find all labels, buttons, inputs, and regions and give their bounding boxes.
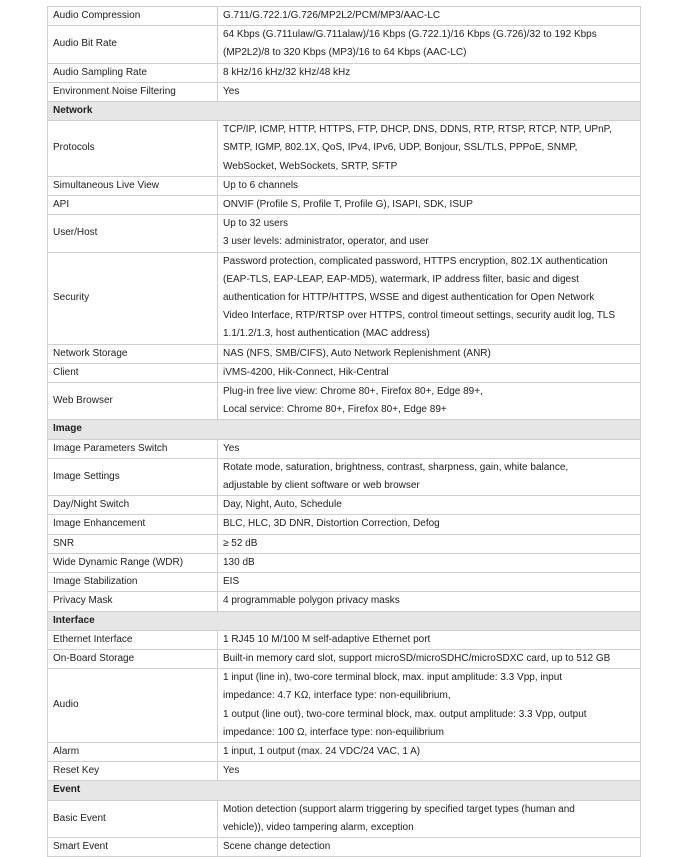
spec-value-line: ≥ 52 dB (223, 537, 258, 549)
spec-row (48, 363, 641, 382)
spec-row (48, 215, 641, 252)
spec-row (48, 742, 641, 761)
spec-value-line: (MP2L2)/8 to 320 Kbps (MP3)/16 to 64 Kbps (AAC-LC) (223, 47, 467, 59)
spec-value-line: G.711/G.722.1/G.726/MP2L2/PCM/MP3/AAC-LC (223, 10, 441, 21)
spec-label: Basic Event (48, 800, 218, 837)
spec-value-line: 1 input, 1 output (max. 24 VDC/24 VAC, 1 A) (223, 745, 421, 757)
spec-value (218, 215, 641, 252)
spec-value (218, 762, 641, 781)
spec-value (218, 515, 641, 534)
spec-value (218, 7, 641, 26)
spec-label: Image Stabilization (48, 573, 218, 592)
spec-label: Privacy Mask (48, 592, 218, 611)
spec-label: Network Storage (48, 344, 218, 363)
spec-value-line: 1 input (line in), two-core terminal block, max. input amplitude: 3.3 Vpp, input (223, 672, 563, 684)
spec-table (47, 6, 641, 857)
spec-label: Web Browser (48, 383, 218, 420)
spec-value (218, 534, 641, 553)
spec-label: Environment Noise Filtering (48, 82, 218, 101)
spec-value-line: Yes (223, 442, 240, 454)
spec-value-line: Built-in memory card slot, support microSD/microSDHC/microSDXC card, up to 512 GB (223, 652, 611, 664)
spec-value (218, 252, 641, 344)
spec-row (48, 534, 641, 553)
spec-value (218, 121, 641, 177)
spec-value (218, 63, 641, 82)
spec-row (48, 762, 641, 781)
spec-value (218, 383, 641, 420)
spec-value (218, 742, 641, 761)
spec-value-line: 4 programmable polygon privacy masks (223, 595, 400, 607)
spec-value-line: Yes (223, 765, 240, 777)
spec-value-line: impedance: 4.7 KΩ, interface type: non-equilibrium, (223, 690, 451, 702)
spec-value-line: Day, Night, Auto, Schedule (223, 499, 342, 511)
spec-value-line: Scene change detection (223, 840, 331, 852)
spec-row (48, 496, 641, 515)
spec-row (48, 573, 641, 592)
spec-label: Image Enhancement (48, 515, 218, 534)
spec-value-line: Video Interface, RTP/RTSP over HTTPS, control timeout settings, security audit log, TLS (223, 310, 616, 322)
spec-value (218, 649, 641, 668)
spec-label: Wide Dynamic Range (WDR) (48, 553, 218, 572)
spec-value-line: ONVIF (Profile S, Profile T, Profile G), ISAPI, SDK, ISUP (223, 199, 473, 211)
spec-label: Reset Key (48, 762, 218, 781)
spec-row (48, 7, 641, 26)
spec-label: On-Board Storage (48, 649, 218, 668)
spec-label: Audio Sampling Rate (48, 63, 218, 82)
spec-value-line: BLC, HLC, 3D DNR, Distortion Correction, Defog (223, 518, 440, 530)
spec-row (48, 592, 641, 611)
spec-value-line: Up to 32 users (223, 218, 289, 230)
spec-value-line: EIS (223, 576, 240, 588)
section-title: Interface (48, 611, 641, 630)
spec-label: Audio Bit Rate (48, 26, 218, 63)
spec-value-line: Plug-in free live view: Chrome 80+, Firefox 80+, Edge 89+, (223, 386, 483, 398)
spec-value-line: 1 output (line out), two-core terminal block, max. output amplitude: 3.3 Vpp, output (223, 708, 587, 720)
spec-label: Smart Event (48, 837, 218, 856)
spec-value (218, 573, 641, 592)
spec-label: SNR (48, 534, 218, 553)
spec-value-line: Password protection, complicated password, HTTPS encryption, 802.1X authentication (223, 255, 608, 267)
spec-value-line: NAS (NFS, SMB/CIFS), Auto Network Replenishment (ANR) (223, 347, 491, 359)
spec-value-line: 8 kHz/16 kHz/32 kHz/48 kHz (223, 66, 351, 78)
spec-value (218, 669, 641, 743)
spec-row (48, 196, 641, 215)
spec-table-body (48, 7, 641, 857)
spec-row (48, 252, 641, 344)
spec-sheet (47, 6, 641, 857)
spec-value (218, 82, 641, 101)
spec-row (48, 82, 641, 101)
spec-row (48, 630, 641, 649)
spec-label: Client (48, 363, 218, 382)
spec-value-line: WebSocket, WebSockets, SRTP, SFTP (223, 160, 398, 172)
spec-label: Security (48, 252, 218, 344)
spec-label: Audio Compression (48, 7, 218, 26)
spec-value-line: Local service: Chrome 80+, Firefox 80+, Edge 89+ (223, 404, 447, 416)
spec-value (218, 496, 641, 515)
spec-value (218, 439, 641, 458)
spec-value (218, 553, 641, 572)
spec-value-line: 3 user levels: administrator, operator, and user (223, 236, 429, 248)
spec-value-line: SMTP, IGMP, 802.1X, QoS, IPv4, IPv6, UDP, Bonjour, SSL/TLS, PPPoE, SNMP, (223, 142, 578, 154)
spec-label: User/Host (48, 215, 218, 252)
section-title: Image (48, 420, 641, 439)
spec-row (48, 383, 641, 420)
section-header-row (48, 102, 641, 121)
spec-value (218, 630, 641, 649)
spec-row (48, 649, 641, 668)
spec-label: Day/Night Switch (48, 496, 218, 515)
spec-row (48, 344, 641, 363)
spec-value-line: (EAP-TLS, EAP-LEAP, EAP-MD5), watermark, IP address filter, basic and digest (223, 273, 579, 285)
spec-row (48, 553, 641, 572)
spec-value-line: TCP/IP, ICMP, HTTP, HTTPS, FTP, DHCP, DNS, DDNS, RTP, RTSP, RTCP, NTP, UPnP, (223, 124, 612, 136)
spec-value (218, 592, 641, 611)
spec-label: Simultaneous Live View (48, 176, 218, 195)
spec-value-line: 64 Kbps (G.711ulaw/G.711alaw)/16 Kbps (G.722.1)/16 Kbps (G.726)/32 to 192 Kbps (223, 29, 597, 41)
section-title: Event (48, 781, 641, 800)
section-header-row (48, 420, 641, 439)
spec-label: Image Parameters Switch (48, 439, 218, 458)
spec-value (218, 458, 641, 495)
spec-row (48, 26, 641, 63)
section-title: Network (48, 102, 641, 121)
spec-value-line: Motion detection (support alarm triggering by specified target types (human and (223, 803, 575, 815)
spec-label: Protocols (48, 121, 218, 177)
spec-value-line: impedance: 100 Ω, interface type: non-equilibrium (223, 726, 444, 738)
spec-row (48, 515, 641, 534)
spec-value-line: vehicle)), video tampering alarm, exception (223, 821, 414, 833)
spec-value-line: Yes (223, 85, 240, 97)
spec-value-line: 1.1/1.2/1.3, host authentication (MAC address) (223, 328, 430, 340)
spec-value-line: iVMS-4200, Hik-Connect, Hik-Central (223, 366, 389, 378)
spec-label: API (48, 196, 218, 215)
spec-label: Ethernet Interface (48, 630, 218, 649)
spec-value-line: Up to 6 channels (223, 179, 299, 191)
spec-value-line: Rotate mode, saturation, brightness, contrast, sharpness, gain, white balance, (223, 461, 569, 473)
spec-row (48, 176, 641, 195)
spec-row (48, 121, 641, 177)
spec-value-line: authentication for HTTP/HTTPS, WSSE and digest authentication for Open Network (223, 292, 595, 304)
section-header-row (48, 781, 641, 800)
section-header-row (48, 611, 641, 630)
spec-value (218, 26, 641, 63)
spec-value (218, 837, 641, 856)
spec-row (48, 439, 641, 458)
spec-value-line: adjustable by client software or web browser (223, 480, 420, 492)
spec-row (48, 669, 641, 743)
spec-label: Audio (48, 669, 218, 743)
spec-label: Image Settings (48, 458, 218, 495)
spec-value-line: 130 dB (223, 556, 255, 568)
spec-row (48, 837, 641, 856)
spec-value (218, 176, 641, 195)
spec-value (218, 363, 641, 382)
spec-value-line: 1 RJ45 10 M/100 M self-adaptive Ethernet port (223, 633, 431, 645)
spec-label: Alarm (48, 742, 218, 761)
spec-value (218, 196, 641, 215)
spec-value (218, 344, 641, 363)
spec-row (48, 63, 641, 82)
spec-row (48, 458, 641, 495)
